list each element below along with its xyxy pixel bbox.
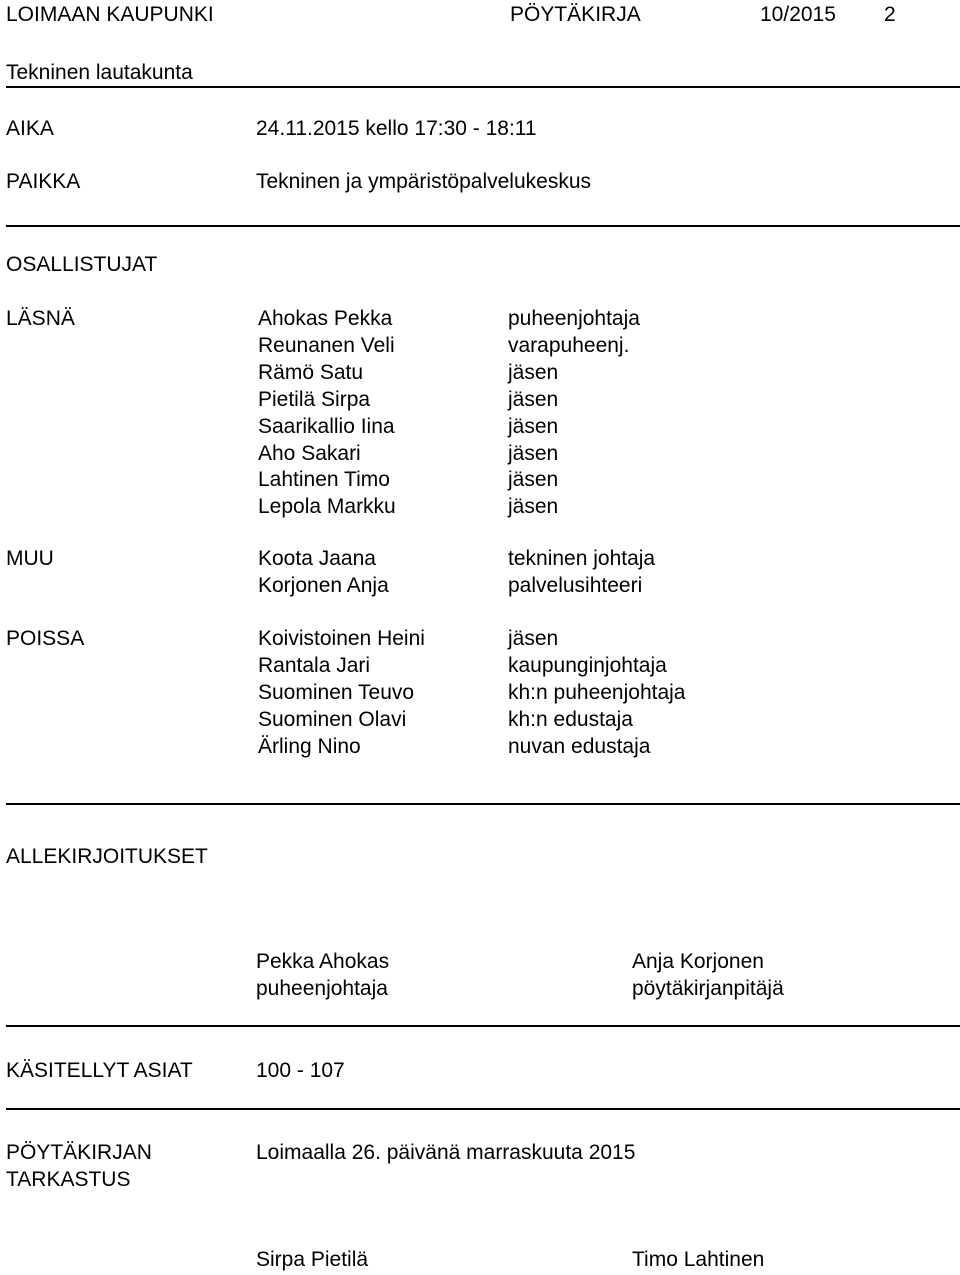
participant-name: Rantala Jari [258,654,371,677]
place-label: PAIKKA [6,170,81,193]
participant-role: kaupunginjohtaja [508,654,667,677]
header-divider [6,86,960,88]
participant-role: nuvan edustaja [508,735,651,758]
participant-role: kh:n edustaja [508,708,633,731]
participant-role: puheenjohtaja [508,307,640,330]
signer-left-role: puheenjohtaja [256,977,388,1000]
participant-role: jäsen [508,442,559,465]
participant-role: jäsen [508,388,559,411]
document-type: PÖYTÄKIRJA [510,3,641,26]
time-label: AIKA [6,117,54,140]
participant-name: Lepola Markku [258,495,396,518]
reviewer-left-name: Sirpa Pietilä [256,1248,369,1271]
signer-right-name: Anja Korjonen [632,950,764,973]
items-label: KÄSITELLYT ASIAT [6,1059,193,1082]
participant-role: jäsen [508,361,559,384]
participant-name: Pietilä Sirpa [258,388,371,411]
participant-name: Ärling Nino [258,735,361,758]
place-value: Tekninen ja ympäristöpalvelukeskus [256,170,592,193]
participant-name: Korjonen Anja [258,574,389,597]
review-place-date: Loimaalla 26. päivänä marraskuuta 2015 [256,1141,636,1164]
participant-name: Suominen Teuvo [258,681,415,704]
reviewer-right-name: Timo Lahtinen [632,1248,765,1271]
participant-name: Koivistoinen Heini [258,627,425,650]
signer-left-name: Pekka Ahokas [256,950,390,973]
participant-name: Aho Sakari [258,442,361,465]
participant-role: jäsen [508,627,559,650]
absent-label: POISSA [6,627,85,650]
participant-role: palvelusihteeri [508,574,643,597]
participants-divider [6,803,960,805]
participant-name: Reunanen Veli [258,334,395,357]
participant-role: kh:n puheenjohtaja [508,681,686,704]
participant-name: Rämö Satu [258,361,364,384]
participant-name: Ahokas Pekka [258,307,393,330]
other-label: MUU [6,547,54,570]
participant-name: Suominen Olavi [258,708,407,731]
signer-right-role: pöytäkirjanpitäjä [632,977,784,1000]
items-divider [6,1108,960,1110]
meeting-divider [6,225,960,227]
participant-role: jäsen [508,495,559,518]
participants-heading: OSALLISTUJAT [6,253,158,276]
organization-name: LOIMAAN KAUPUNKI [6,3,214,26]
participant-name: Saarikallio Iina [258,415,395,438]
review-label-line1: PÖYTÄKIRJAN [6,1141,152,1164]
participant-role: tekninen johtaja [508,547,656,570]
page-number: 2 [884,3,896,26]
items-value: 100 - 107 [256,1059,345,1082]
document-number: 10/2015 [760,3,836,26]
participant-role: jäsen [508,415,559,438]
signatures-divider [6,1025,960,1027]
time-value: 24.11.2015 kello 17:30 - 18:11 [256,117,537,140]
participant-role: varapuheenj. [508,334,630,357]
committee-name: Tekninen lautakunta [6,61,193,84]
participant-name: Koota Jaana [258,547,376,570]
participant-name: Lahtinen Timo [258,468,390,491]
present-label: LÄSNÄ [6,307,75,330]
participant-role: jäsen [508,468,559,491]
signatures-heading: ALLEKIRJOITUKSET [6,845,208,868]
review-label-line2: TARKASTUS [6,1168,131,1191]
